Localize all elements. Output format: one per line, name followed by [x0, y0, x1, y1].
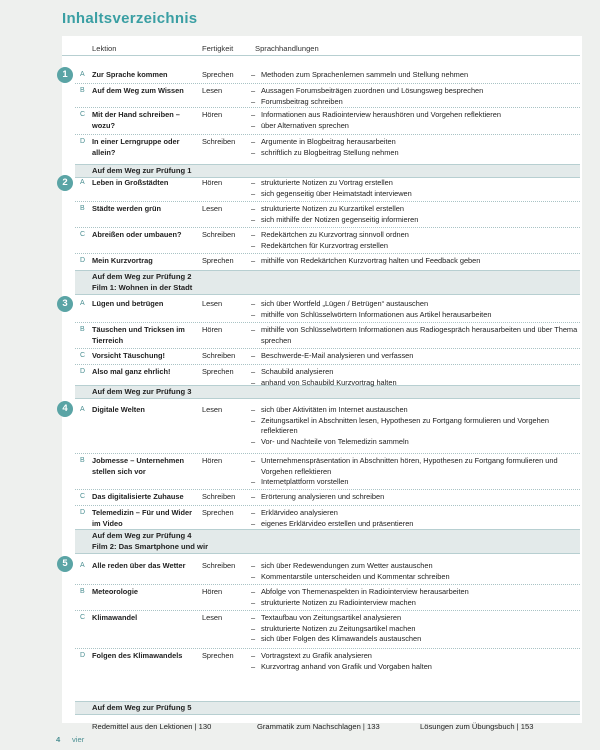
row-divider — [75, 227, 580, 228]
lesson-skill: Hören — [202, 456, 223, 465]
chapter-number-badge: 1 — [57, 67, 73, 83]
activity-item: – Erörterung analysieren und schreiben — [251, 492, 581, 503]
activity-item: – Argumente in Blogbeitrag herausarbeiten — [251, 137, 581, 148]
lesson-letter: B — [80, 205, 85, 212]
exam-prep-label: Auf dem Weg zur Prüfung 3 — [92, 387, 192, 396]
lesson-letter: D — [80, 368, 86, 375]
activity-item: – strukturierte Notizen zu Vortrag erstellen — [251, 178, 581, 189]
exam-prep-label: Auf dem Weg zur Prüfung 5 — [92, 703, 192, 712]
lesson-activities — [251, 86, 581, 107]
lesson-letter: B — [80, 457, 85, 464]
lesson-skill: Hören — [202, 178, 223, 187]
activity-item: – mithilfe von Schlüsselwörtern Informationen aus Artikel herausarbeiten — [251, 310, 581, 321]
lesson-title[interactable]: Abreißen oder umbauen? — [92, 230, 182, 239]
activity-item: – strukturierte Notizen zu Zeitungsartikel machen — [251, 624, 581, 635]
lesson-activities — [251, 405, 581, 447]
lesson-skill: Lesen — [202, 405, 223, 414]
lesson-letter: C — [80, 352, 86, 359]
lesson-skill: Sprechen — [202, 651, 234, 660]
activity-item: – Schaubild analysieren — [251, 367, 581, 378]
chapter-number-badge: 5 — [57, 556, 73, 572]
activity-item: – anhand von Schaubild Kurzvortrag halten — [251, 378, 581, 389]
activity-item: – Textaufbau von Zeitungsartikel analysieren — [251, 613, 581, 624]
lesson-activities — [251, 651, 581, 672]
film-label: Film 1: Wohnen in der Stadt — [92, 283, 193, 292]
activity-item: – Internetplattform vorstellen — [251, 477, 581, 488]
lesson-activities — [251, 351, 581, 362]
lesson-title[interactable]: Digitale Welten — [92, 405, 145, 414]
header-fertigkeit: Fertigkeit — [202, 44, 234, 53]
lesson-activities — [251, 299, 581, 320]
lesson-letter: B — [80, 588, 85, 595]
lesson-activities — [251, 456, 581, 488]
activity-item: – sich gegenseitig über Heimatstadt interviewen — [251, 189, 581, 200]
row-divider — [75, 253, 580, 254]
lesson-title[interactable]: Telemedizin – Für und Wider im Video — [92, 508, 192, 528]
lesson-title[interactable]: Leben in Großstädten — [92, 178, 169, 187]
activity-item: – sich über Wortfeld „Lügen / Betrügen“ austauschen — [251, 299, 581, 310]
activity-item: – Methoden zum Sprachenlernen sammeln und Stellung nehmen — [251, 70, 581, 81]
lesson-letter: A — [80, 71, 85, 78]
lesson-activities — [251, 492, 581, 503]
lesson-activities — [251, 178, 581, 199]
lesson-title[interactable]: Mein Kurzvortrag — [92, 256, 153, 265]
lesson-title[interactable]: Städte werden grün — [92, 204, 161, 213]
lesson-letter: B — [80, 87, 85, 94]
row-divider — [75, 610, 580, 611]
lesson-skill: Schreiben — [202, 230, 236, 239]
activity-item: – mithilfe von Schlüsselwörtern Informationen aus Radiogespräch herausarbeiten und über Thema — [251, 325, 581, 336]
page-number-word: vier — [72, 735, 85, 744]
lesson-title[interactable]: Zur Sprache kommen — [92, 70, 168, 79]
lesson-letter: A — [80, 179, 85, 186]
lesson-letter: D — [80, 509, 86, 516]
row-divider — [75, 584, 580, 585]
lesson-skill: Schreiben — [202, 137, 236, 146]
lesson-title[interactable]: Vorsicht Täuschung! — [92, 351, 165, 360]
lesson-skill: Lesen — [202, 204, 223, 213]
lesson-skill: Sprechen — [202, 367, 234, 376]
lesson-skill: Lesen — [202, 86, 223, 95]
lesson-skill: Schreiben — [202, 492, 236, 501]
lesson-title[interactable]: Meteorologie — [92, 587, 138, 596]
activity-item: – strukturierte Notizen zu Kurzartikel erstellen — [251, 204, 581, 215]
activity-item: – sich über Aktivitäten im Internet austauschen — [251, 405, 581, 416]
lesson-title[interactable]: Mit der Hand schreiben – wozu? — [92, 110, 180, 130]
activity-item: – sich mithilfe der Notizen gegenseitig informieren — [251, 215, 581, 226]
activity-item: – sich über Folgen des Klimawandels austauschen — [251, 634, 581, 645]
lesson-title[interactable]: Also mal ganz ehrlich! — [92, 367, 171, 376]
chapter-number-badge: 2 — [57, 175, 73, 191]
lesson-letter: D — [80, 257, 86, 264]
activity-item: – Redekärtchen für Kurzvortrag erstellen — [251, 241, 581, 252]
lesson-letter: A — [80, 300, 85, 307]
lesson-letter: C — [80, 231, 86, 238]
activity-item: – über Alternativen sprechen — [251, 121, 581, 132]
lesson-skill: Schreiben — [202, 351, 236, 360]
lesson-activities — [251, 508, 581, 529]
row-divider — [75, 364, 580, 365]
row-divider — [75, 348, 580, 349]
lesson-letter: A — [80, 562, 85, 569]
lesson-skill: Lesen — [202, 299, 223, 308]
lesson-title[interactable]: Klimawandel — [92, 613, 138, 622]
lesson-activities — [251, 230, 581, 251]
row-divider — [75, 107, 580, 108]
activity-item: – Erklärvideo analysieren — [251, 508, 581, 519]
activity-item: – Redekärtchen zu Kurzvortrag sinnvoll ordnen — [251, 230, 581, 241]
lesson-activities — [251, 613, 581, 645]
row-divider — [75, 505, 580, 506]
activity-item: – Zeitungsartikel in Abschnitten lesen, Hypothesen zu Fortgang formulieren und Vorgehen — [251, 416, 581, 427]
lesson-letter: D — [80, 138, 86, 145]
lesson-letter: C — [80, 614, 86, 621]
activity-item-continuation: sprechen — [261, 335, 292, 345]
activity-item: – Informationen aus Radiointerview heraushören und Vorgehen reflektieren — [251, 110, 581, 121]
lesson-activities — [251, 70, 581, 81]
row-divider — [75, 489, 580, 490]
activity-item: – Aussagen Forumsbeiträgen zuordnen und Lösungsweg besprechen — [251, 86, 581, 97]
exam-prep-label: Auf dem Weg zur Prüfung 4 — [92, 531, 192, 540]
lesson-skill: Sprechen — [202, 70, 234, 79]
chapter-number-badge: 4 — [57, 401, 73, 417]
activity-item-continuation: Vorgehen reflektieren — [261, 466, 332, 476]
lesson-title[interactable]: Täuschen und Tricksen im Tierreich — [92, 325, 185, 345]
activity-item: – Unternehmenspräsentation in Abschnitten hören, Hypothesen zu Fortgang formulieren und — [251, 456, 581, 467]
activity-item: – sich über Redewendungen zum Wetter austauschen — [251, 561, 581, 572]
activity-item: – strukturierte Notizen zu Radiointerview machen — [251, 598, 581, 609]
lesson-letter: D — [80, 652, 86, 659]
lesson-skill: Schreiben — [202, 561, 236, 570]
lesson-activities — [251, 110, 581, 131]
lesson-skill: Sprechen — [202, 508, 234, 517]
lesson-title[interactable]: Alle reden über das Wetter — [92, 561, 186, 570]
lesson-title[interactable]: In einer Lerngruppe oder allein? — [92, 137, 180, 157]
header-sprachhandlungen: Sprachhandlungen — [255, 44, 319, 53]
lesson-title[interactable]: Lügen und betrügen — [92, 299, 164, 308]
row-divider — [75, 453, 580, 454]
lesson-activities — [251, 256, 581, 267]
lesson-skill: Hören — [202, 110, 223, 119]
lesson-title[interactable]: Das digitalisierte Zuhause — [92, 492, 184, 501]
header-divider — [62, 55, 580, 56]
row-divider — [75, 134, 580, 135]
activity-item: – Vor- und Nachteile von Telemedizin sammeln — [251, 437, 581, 448]
lesson-letter: C — [80, 111, 86, 118]
exam-prep-label: Auf dem Weg zur Prüfung 2 — [92, 272, 192, 281]
exam-prep-label: Auf dem Weg zur Prüfung 1 — [92, 166, 192, 175]
activity-item: – Vortragstext zu Grafik analysieren — [251, 651, 581, 662]
footer-grammatik: Grammatik zum Nachschlagen | 133 — [257, 722, 380, 731]
lesson-activities — [251, 325, 581, 346]
lesson-letter: A — [80, 406, 85, 413]
row-divider — [75, 322, 580, 323]
activity-item: – Beschwerde-E-Mail analysieren und verfassen — [251, 351, 581, 362]
film-label: Film 2: Das Smartphone und wir — [92, 542, 209, 551]
lesson-title[interactable]: Auf dem Weg zum Wissen — [92, 86, 184, 95]
lesson-skill: Hören — [202, 587, 223, 596]
footer-loesungen: Lösungen zum Übungsbuch | 153 — [420, 722, 534, 731]
activity-item: – Forumsbeitrag schreiben — [251, 97, 581, 108]
footer-redemittel: Redemittel aus den Lektionen | 130 — [92, 722, 212, 731]
page-title: Inhaltsverzeichnis — [62, 10, 198, 27]
row-divider — [75, 648, 580, 649]
lesson-letter: C — [80, 493, 86, 500]
lesson-skill: Sprechen — [202, 256, 234, 265]
lesson-activities — [251, 587, 581, 608]
lesson-letter: B — [80, 326, 85, 333]
header-lektion: Lektion — [92, 44, 117, 53]
row-divider — [75, 201, 580, 202]
lesson-skill: Lesen — [202, 613, 223, 622]
activity-item-continuation: reflektieren — [261, 426, 298, 435]
row-divider — [75, 83, 580, 84]
lesson-skill: Hören — [202, 325, 223, 334]
activity-item: – Abfolge von Themenaspekten in Radiointerview herausarbeiten — [251, 587, 581, 598]
lesson-title[interactable]: Jobmesse – Unternehmen stellen sich vor — [92, 456, 185, 476]
lesson-title[interactable]: Folgen des Klimawandels — [92, 651, 183, 660]
lesson-activities — [251, 367, 581, 388]
lesson-activities — [251, 561, 581, 582]
activity-item: – schriftlich zu Blogbeitrag Stellung nehmen — [251, 148, 581, 159]
page-number: 4 — [56, 735, 61, 744]
activity-item: – Kommentarstile unterscheiden und Kommentar schreiben — [251, 572, 581, 583]
activity-item: – mithilfe von Redekärtchen Kurzvortrag halten und Feedback geben — [251, 256, 581, 267]
lesson-activities — [251, 137, 581, 158]
activity-item: – eigenes Erklärvideo erstellen und präsentieren — [251, 519, 581, 530]
chapter-number-badge: 3 — [57, 296, 73, 312]
lesson-activities — [251, 204, 581, 225]
activity-item: – Kurzvortrag anhand von Grafik und Vorgaben halten — [251, 662, 581, 673]
